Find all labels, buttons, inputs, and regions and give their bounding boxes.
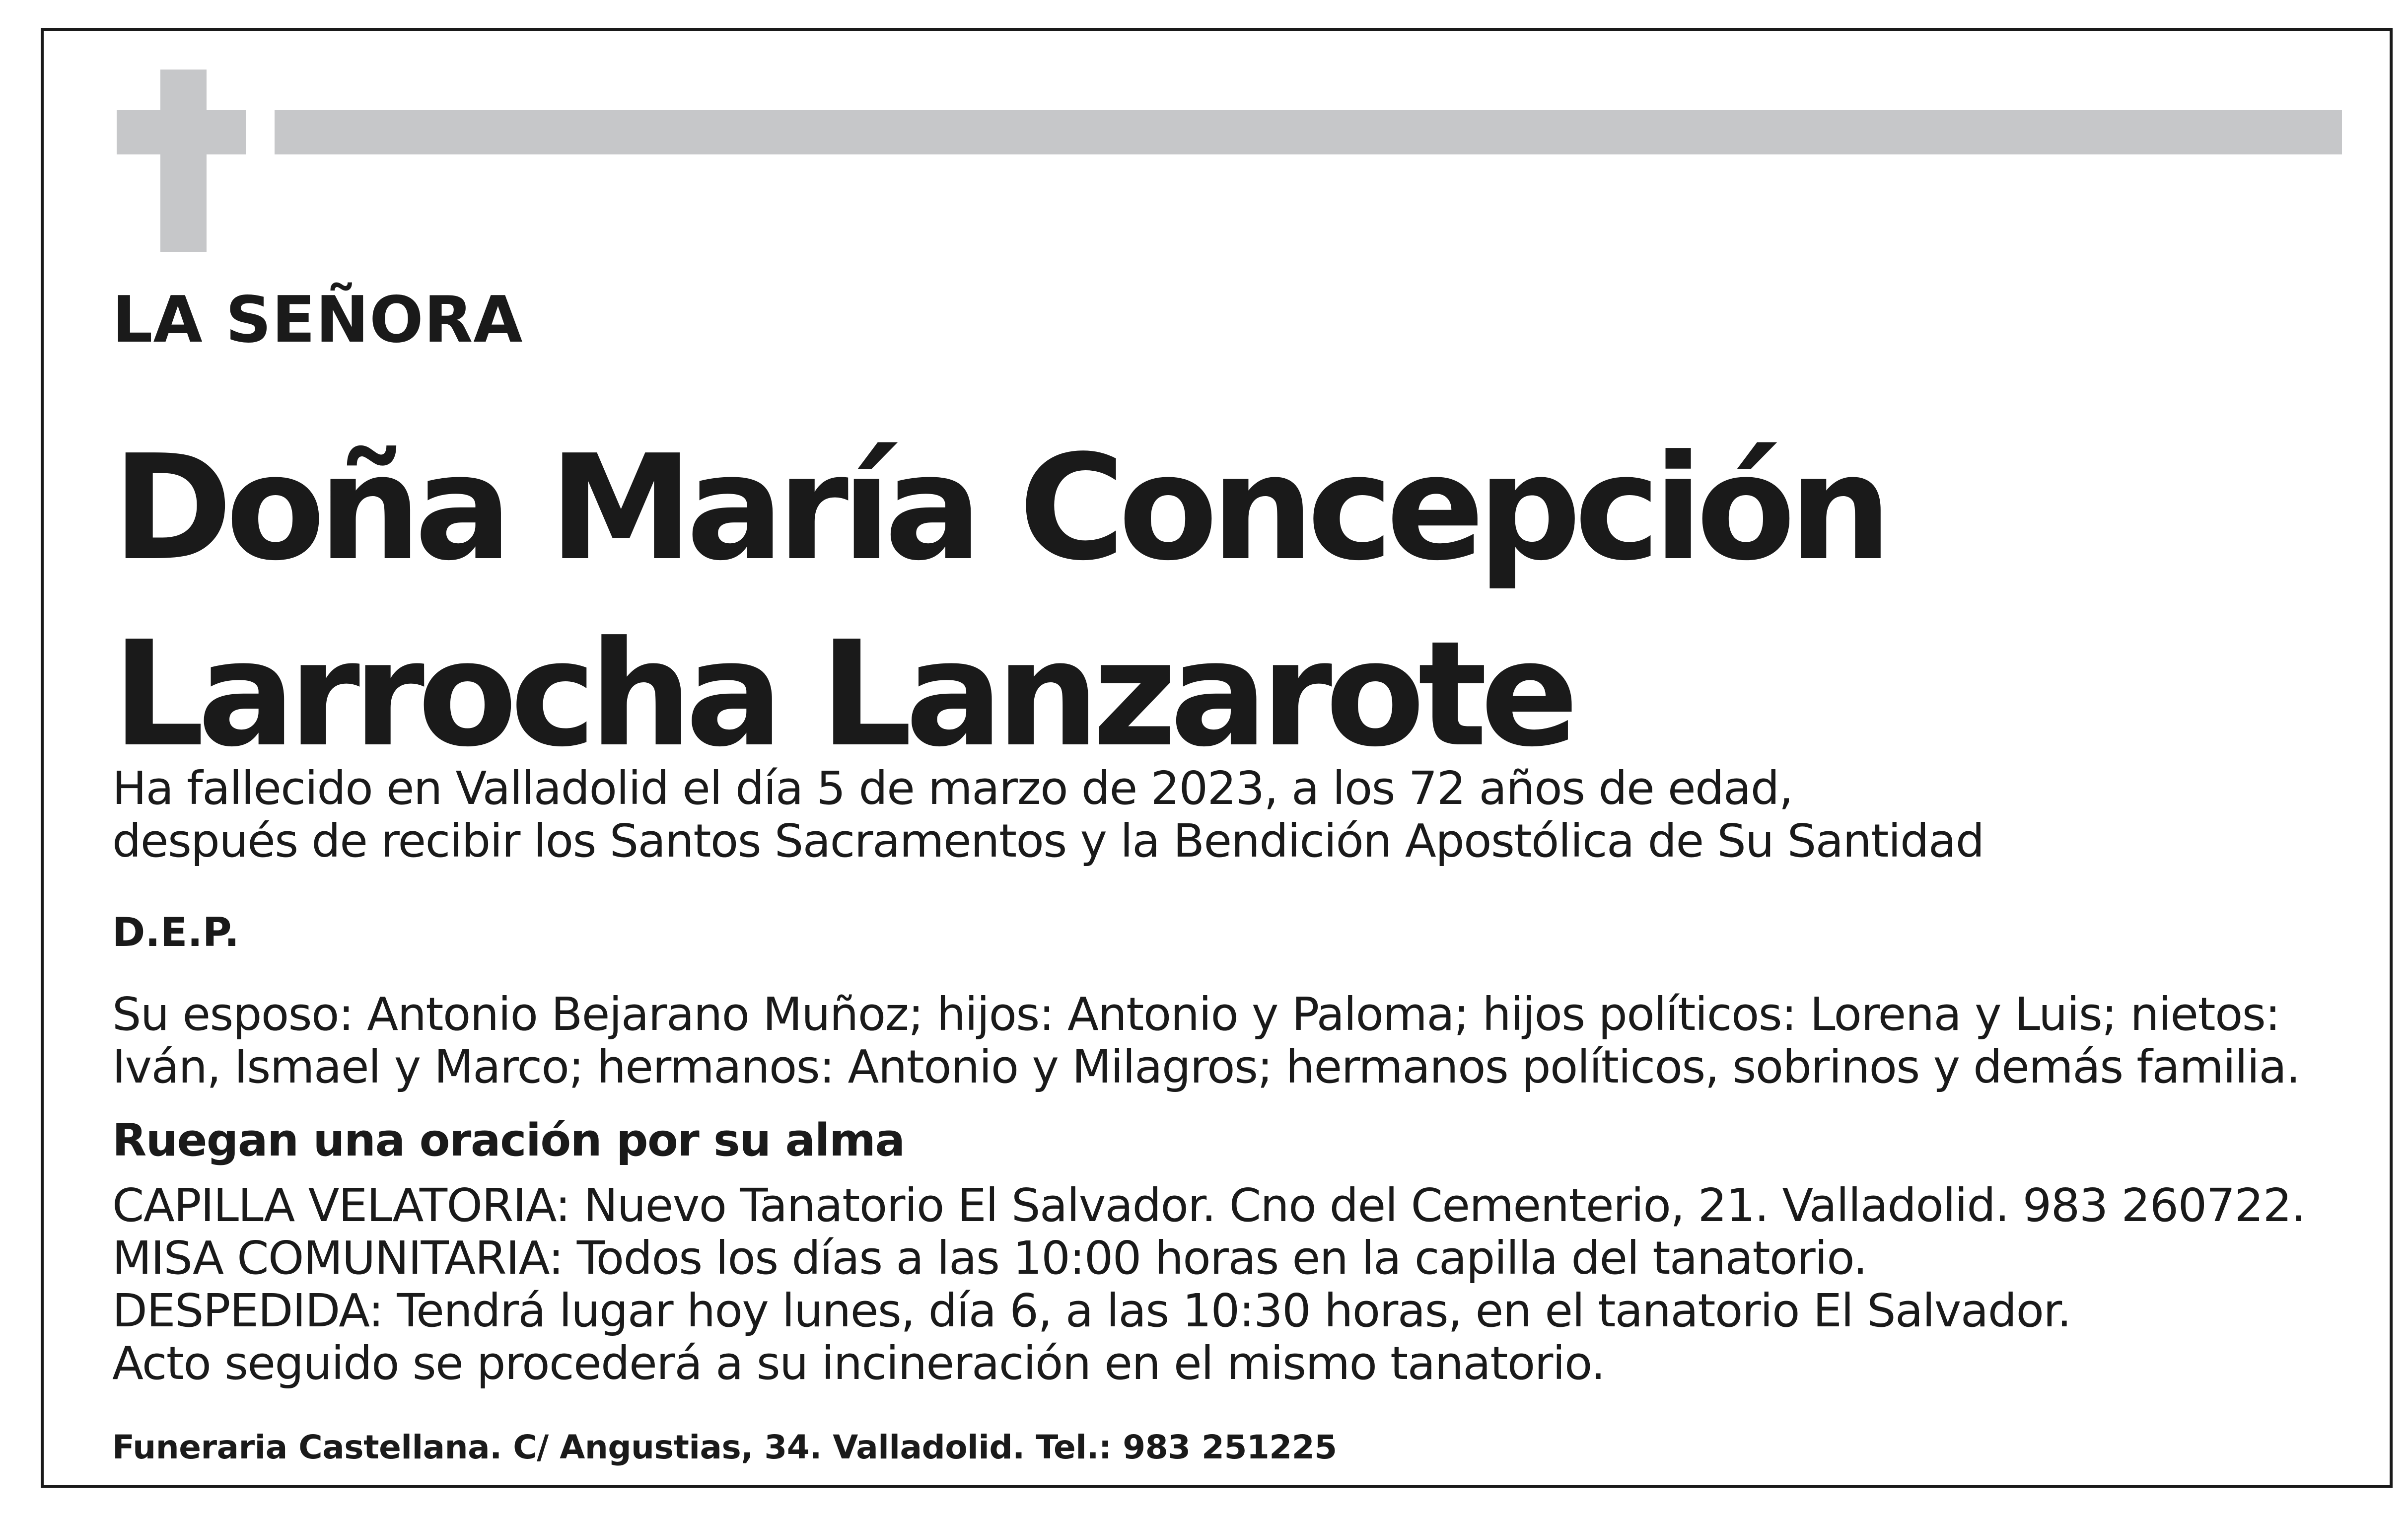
service-line-cremation: Acto seguido se procederá a su incineración en el mismo tanatorio. [112, 1337, 1605, 1390]
deceased-name-line-1: Doña María Concepción [112, 424, 1885, 592]
funeral-home-footer: Funeraria Castellana. C/ Angustias, 34. Valladolid. Tel.: 983 251225 [112, 1428, 1337, 1466]
death-line: Ha fallecido en Valladolid el día 5 de marzo de 2023, a los 72 años de edad, [112, 762, 1793, 815]
death-announcement [112, 762, 1984, 868]
family-line: Su esposo: Antonio Bejarano Muñoz; hijos: Antonio y Paloma; hijos políticos: Lorena y Luis; nietos: [112, 988, 2280, 1041]
service-details [112, 1179, 2305, 1390]
service-line-chapel: CAPILLA VELATORIA: Nuevo Tanatorio El Salvador. Cno del Cementerio, 21. Valladolid. 983 260722. [112, 1179, 2305, 1232]
service-line-farewell: DESPEDIDA: Tendrá lugar hoy lunes, día 6, a las 10:30 horas, en el tanatorio El Salvador. [112, 1284, 2071, 1337]
family-line: Iván, Ismael y Marco; hermanos: Antonio y Milagros; hermanos políticos, sobrinos y demás familia. [112, 1040, 2300, 1093]
cross-icon-arm [117, 110, 246, 154]
prayer-request: Ruegan una oración por su alma [112, 1114, 905, 1166]
death-line: después de recibir los Santos Sacramentos y la Bendición Apostólica de Su Santidad [112, 814, 1984, 868]
service-line-mass: MISA COMUNITARIA: Todos los días a las 10:00 horas en la capilla del tanatorio. [112, 1231, 1867, 1285]
rip-abbreviation: D.E.P. [112, 909, 240, 955]
family-list [112, 988, 2300, 1093]
header-bar [275, 110, 2342, 154]
honorific-title: LA SEÑORA [112, 283, 523, 357]
deceased-name-line-2: Larrocha Lanzarote [112, 610, 1572, 779]
cross-icon [160, 70, 207, 252]
